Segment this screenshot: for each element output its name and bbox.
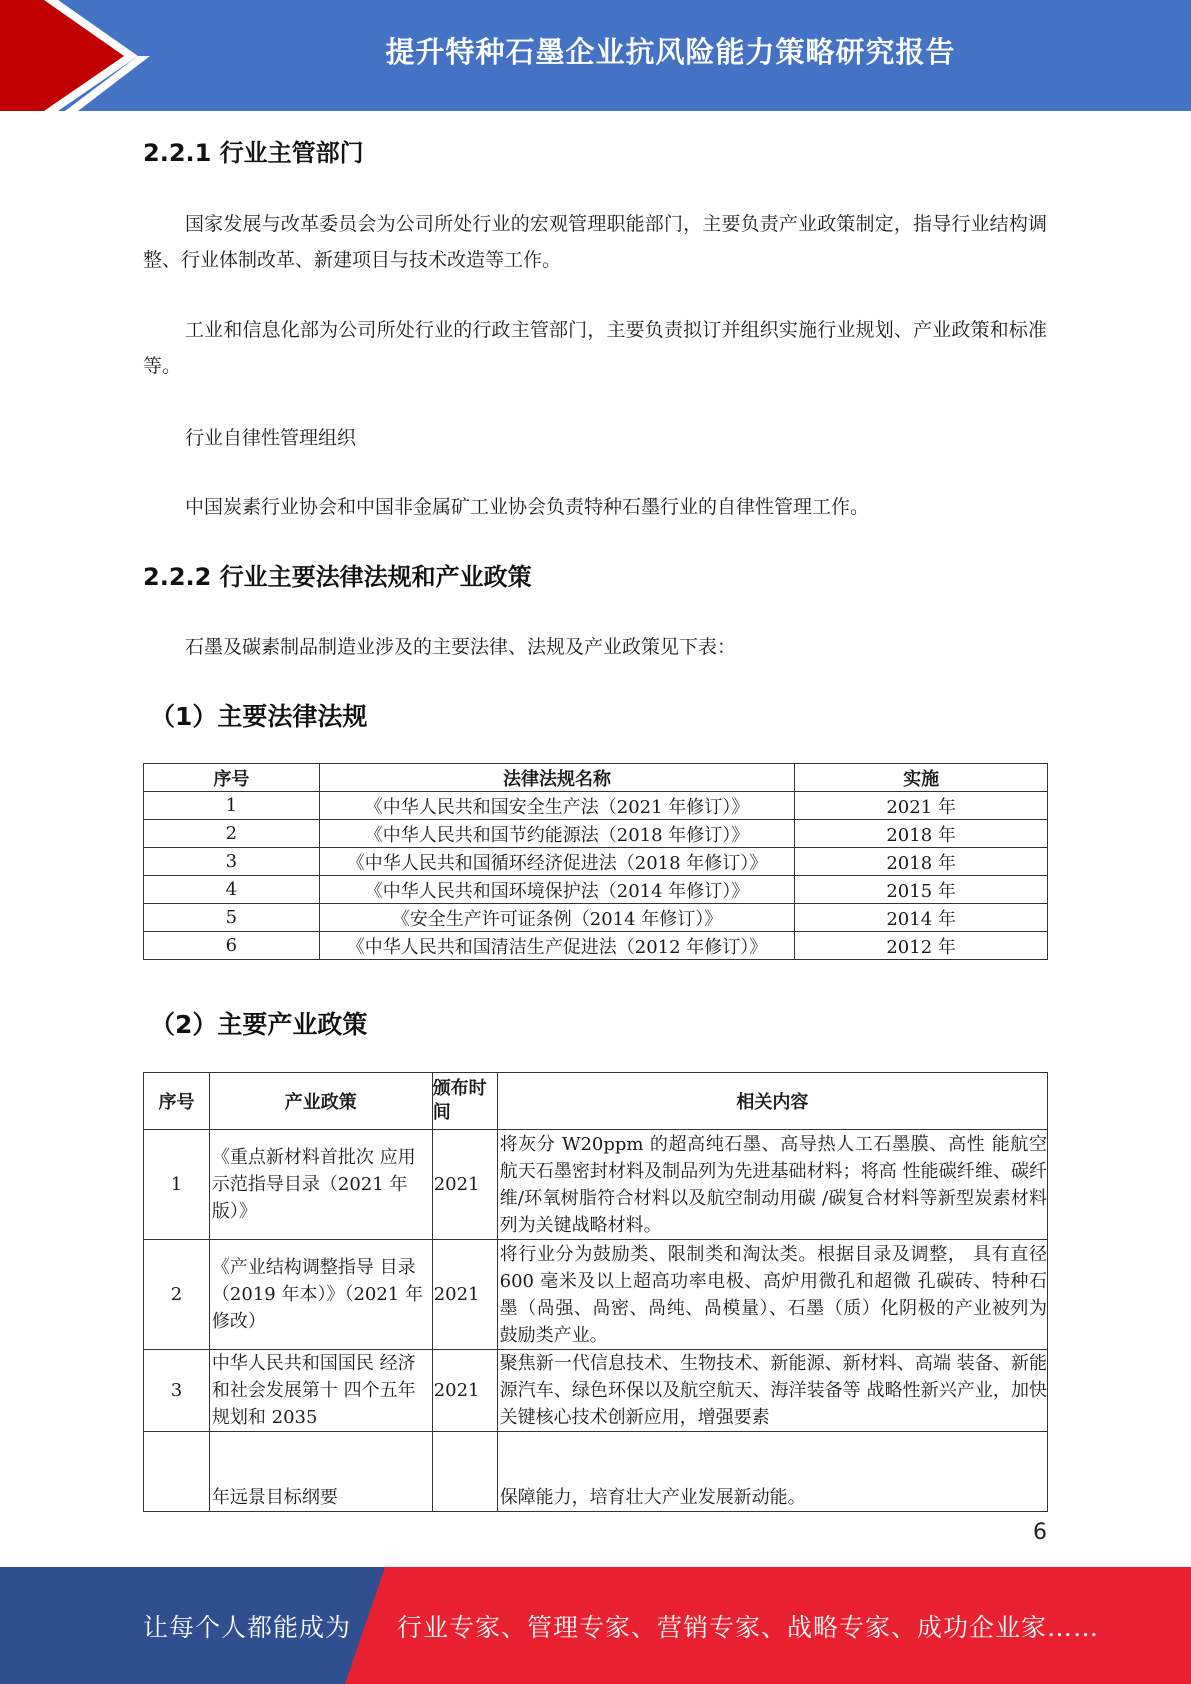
cell-policy: 中华人民共和国国民 经济和社会发展第十 四个五年规划和 2035 (209, 1350, 432, 1432)
table-row (144, 820, 1048, 848)
header-cell: 序号 (144, 1073, 210, 1130)
cell-effective: 2018 年 (795, 820, 1048, 848)
cell-policy: 年远景目标纲要 (209, 1432, 432, 1512)
cell-year: 2021 (432, 1130, 497, 1240)
table-row (144, 1432, 1048, 1512)
cell-no: 2 (144, 1240, 210, 1350)
laws-table-header (144, 764, 1048, 792)
table-row (144, 792, 1048, 820)
cell-law-name: 《中华人民共和国节约能源法（2018 年修订）》 (319, 820, 794, 848)
policy-table-header (144, 1073, 1048, 1130)
table-row (144, 1130, 1048, 1240)
cell-effective: 2014 年 (795, 904, 1048, 932)
policy-table (143, 1072, 1048, 1512)
paragraph-miit: 工业和信息化部为公司所处行业的行政主管部门，主要负责拟订并组织实施行业规划、产业政策和标准等。 (143, 319, 1047, 377)
laws-table (143, 763, 1048, 960)
section-heading-2-2-2: 2.2.2 行业主要法律法规和产业政策 (143, 563, 532, 591)
paragraph-ndrc: 国家发展与改革委员会为公司所处行业的宏观管理职能部门，主要负责产业政策制定，指导行业结构调整、行业体制改革、新建项目与技术改造等工作。 (143, 213, 1047, 271)
page-footer (0, 1567, 1191, 1684)
page-header (0, 0, 1191, 111)
table-row (144, 876, 1048, 904)
section-heading-2-2-1: 2.2.1 行业主管部门 (143, 139, 364, 167)
cell-law-name: 《中华人民共和国清洁生产促进法（2012 年修订）》 (319, 932, 794, 960)
cell-law-name: 《中华人民共和国环境保护法（2014 年修订）》 (319, 876, 794, 904)
table-row (144, 1240, 1048, 1350)
header-cell: 实施 (795, 764, 1048, 792)
page-number: 6 (1033, 1520, 1047, 1545)
header-cell: 产业政策 (209, 1073, 432, 1130)
cell-content: 将行业分为鼓励类、限制类和淘汰类。根据目录及调整， 具有直径 600 毫米及以上超高功率电极、高炉用微孔和超微 孔碳砖、特种石墨（咼强、咼密、咼纯、咼模量）、石墨（质）化阴极的产业被列为鼓励类产业。 (497, 1240, 1047, 1350)
footer-slogan-right: 行业专家、管理专家、营销专家、战略专家、成功企业家…… (397, 1612, 1100, 1642)
cell-no: 2 (144, 820, 320, 848)
cell-year (432, 1432, 497, 1512)
cell-effective: 2015 年 (795, 876, 1048, 904)
cell-no: 5 (144, 904, 320, 932)
subheading-policies: （2）主要产业政策 (150, 1010, 368, 1039)
footer-slogan-left: 让每个人都能成为 (143, 1612, 352, 1642)
paragraph-self-regulation: 行业自律性管理组织 (185, 427, 357, 449)
cell-effective: 2018 年 (795, 848, 1048, 876)
cell-year: 2021 (432, 1350, 497, 1432)
cell-content: 聚焦新一代信息技术、生物技术、新能源、新材料、高端 装备、新能源汽车、绿色环保以及航空航天、海洋装备等 战略性新兴产业，加快关键核心技术创新应用，增强要素 (497, 1350, 1047, 1432)
cell-law-name: 《安全生产许可证条例（2014 年修订）》 (319, 904, 794, 932)
header-cell: 相关内容 (497, 1073, 1047, 1130)
subheading-laws: （1）主要法律法规 (150, 702, 368, 731)
header-cell: 序号 (144, 764, 320, 792)
cell-content: 将灰分 W20ppm 的超高纯石墨、高导热人工石墨膜、高性 能航空航天石墨密封材料及制品列为先进基础材料；将高 性能碳纤维、碳纤维/环氧树脂符合材料以及航空制动用碳 /碳复合材料等新型炭素材料列为关键战略材料。 (497, 1130, 1047, 1240)
cell-policy: 《重点新材料首批次 应用示范指导目录（2021 年版）》 (209, 1130, 432, 1240)
table-row (144, 848, 1048, 876)
cell-effective: 2012 年 (795, 932, 1048, 960)
table-row (144, 904, 1048, 932)
table-row (144, 1350, 1048, 1432)
header-cell: 法律法规名称 (319, 764, 794, 792)
cell-law-name: 《中华人民共和国循环经济促进法（2018 年修订）》 (319, 848, 794, 876)
report-title: 提升特种石墨企业抗风险能力策略研究报告 (385, 34, 956, 69)
cell-no: 1 (144, 792, 320, 820)
paragraph-table-intro: 石墨及碳素制品制造业涉及的主要法律、法规及产业政策见下表： (185, 636, 737, 658)
cell-no: 3 (144, 848, 320, 876)
cell-effective: 2021 年 (795, 792, 1048, 820)
paragraph-associations: 中国炭素行业协会和中国非金属矿工业协会负责特种石墨行业的自律性管理工作。 (185, 496, 870, 518)
cell-no: 3 (144, 1350, 210, 1432)
cell-policy: 《产业结构调整指导 目录（2019 年本）》（2021 年修改） (209, 1240, 432, 1350)
table-row (144, 932, 1048, 960)
cell-year: 2021 (432, 1240, 497, 1350)
cell-no (144, 1432, 210, 1512)
cell-content: 保障能力，培育壮大产业发展新动能。 (497, 1432, 1047, 1512)
cell-no: 6 (144, 932, 320, 960)
cell-law-name: 《中华人民共和国安全生产法（2021 年修订）》 (319, 792, 794, 820)
cell-no: 1 (144, 1130, 210, 1240)
header-cell: 颁布时间 (432, 1073, 497, 1130)
cell-no: 4 (144, 876, 320, 904)
